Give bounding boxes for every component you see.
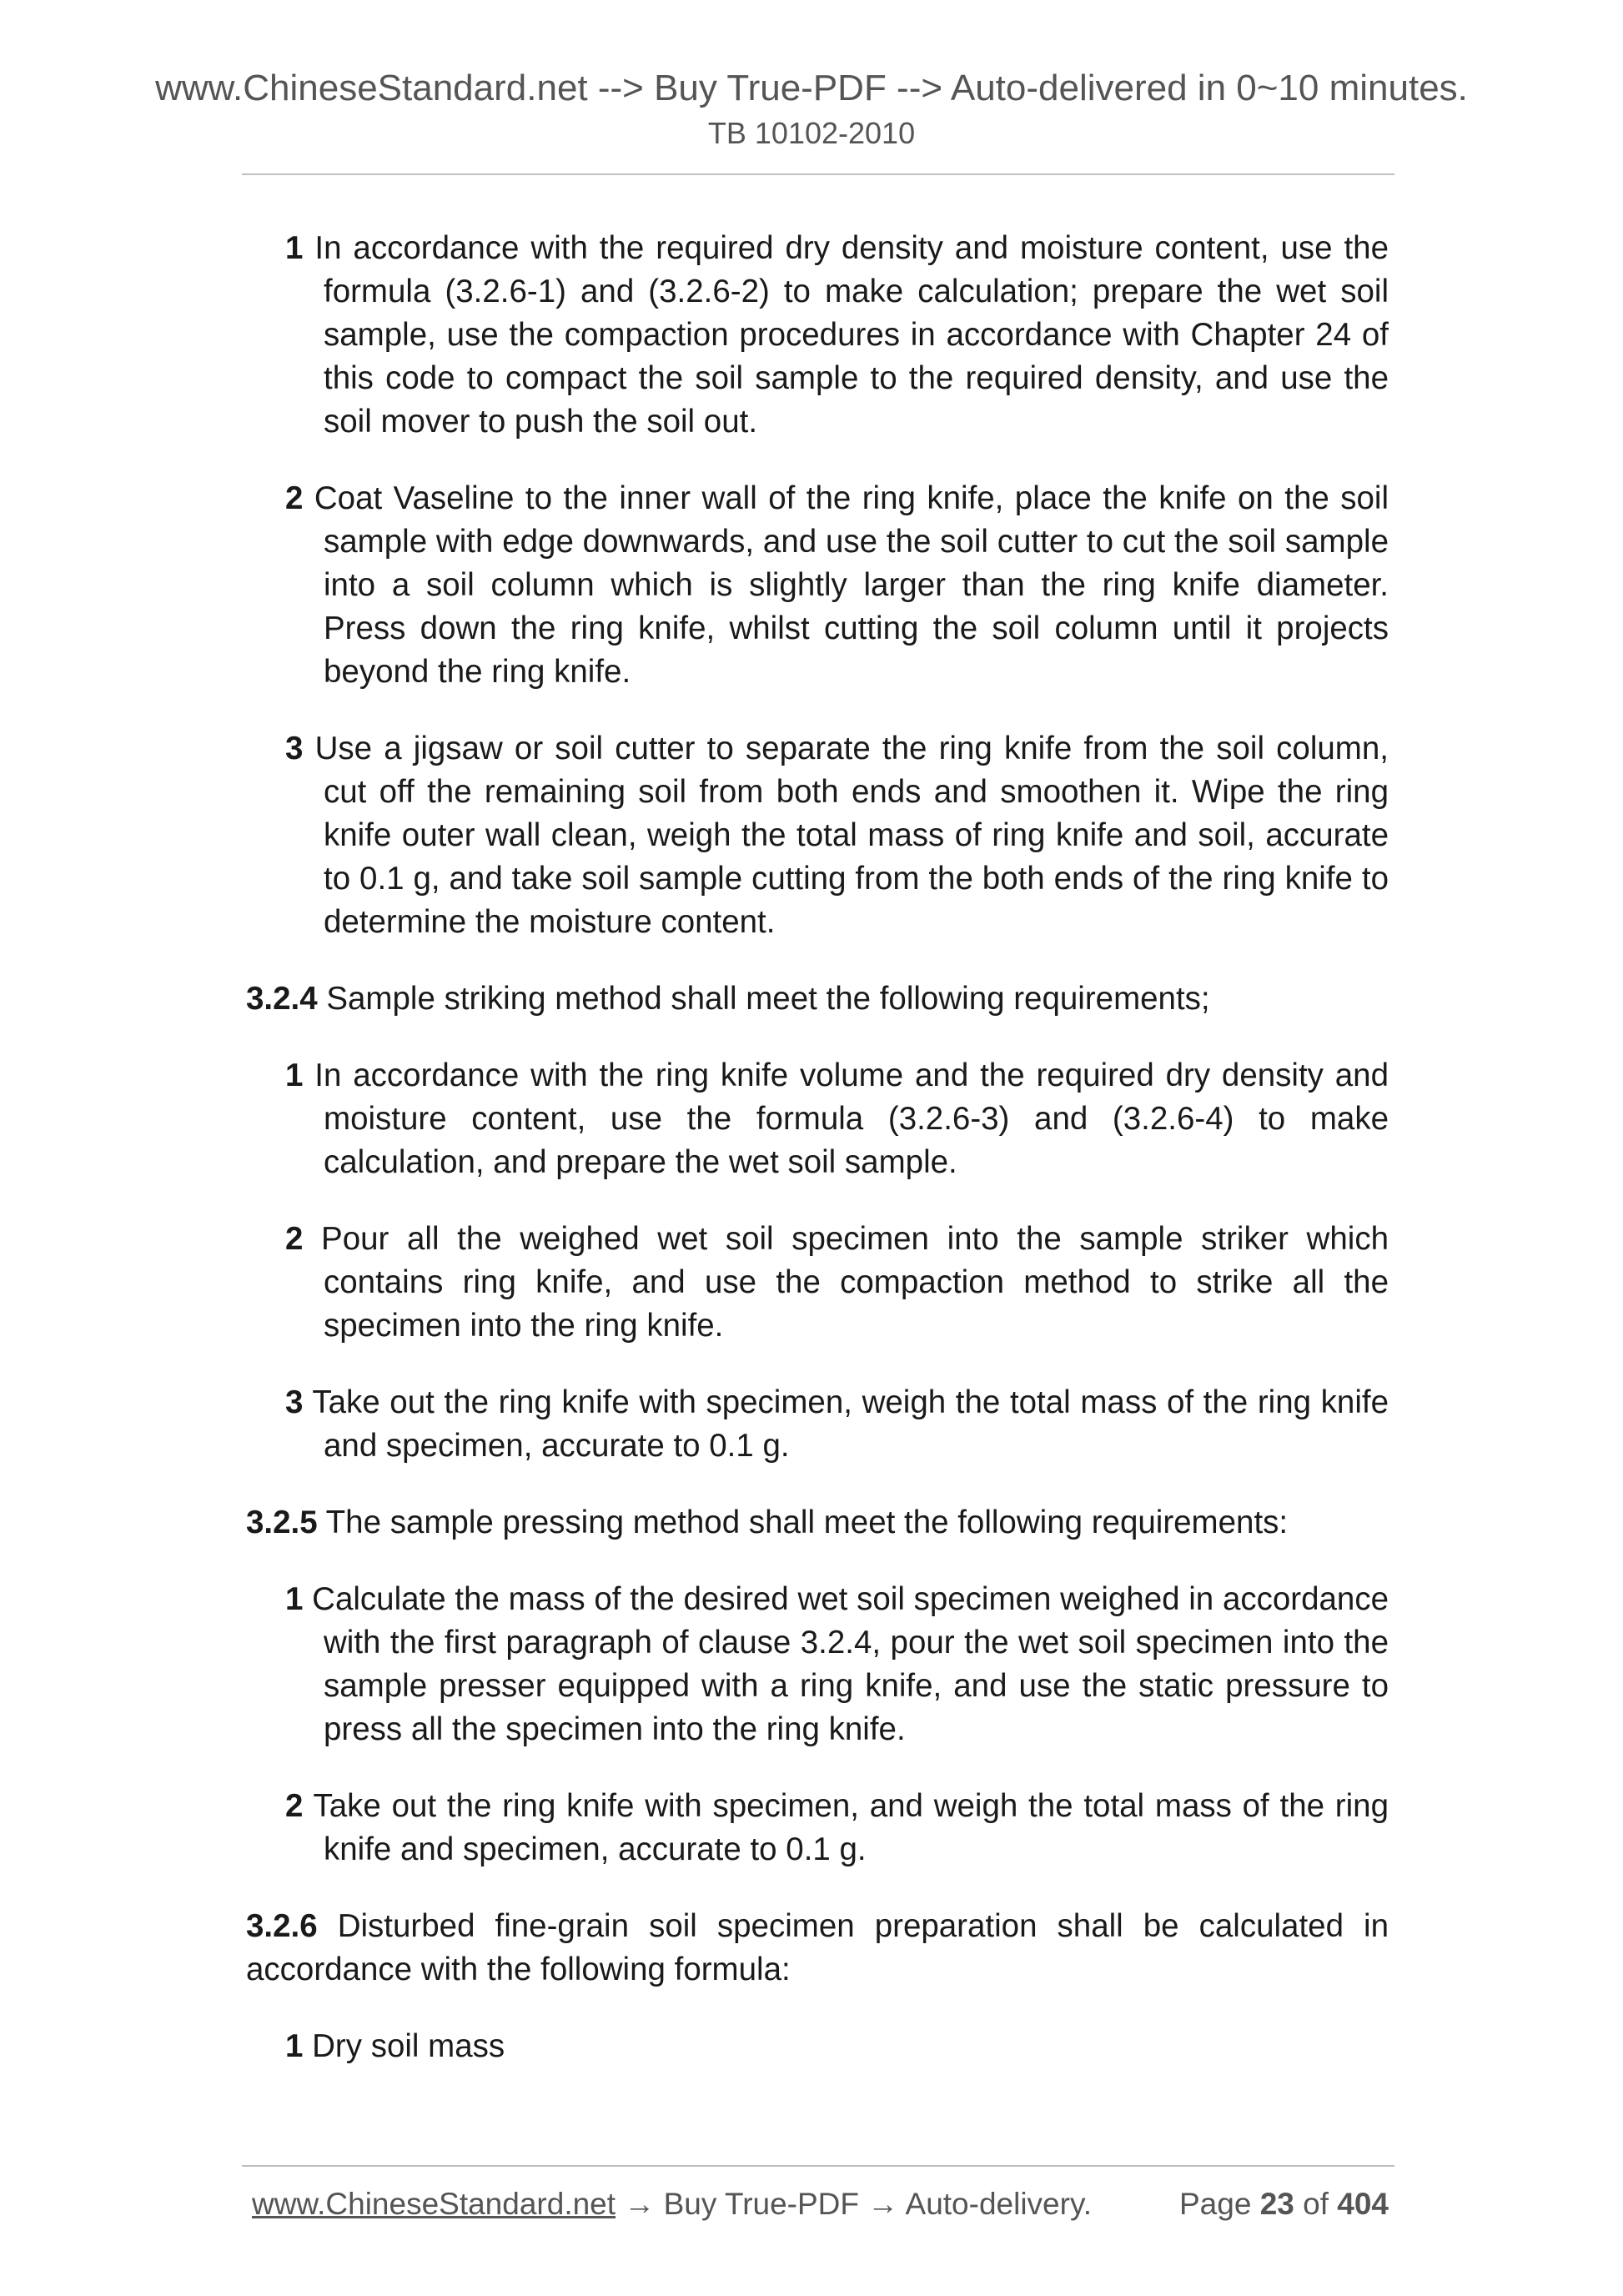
footer-divider <box>242 2165 1394 2167</box>
page-of: of <box>1303 2187 1329 2221</box>
page-label: Page <box>1178 2187 1252 2221</box>
total-pages: 404 <box>1337 2187 1389 2221</box>
page-footer <box>252 2183 1389 2225</box>
list-item <box>246 1218 1389 1348</box>
item-text: Dry soil mass <box>312 2028 505 2064</box>
current-page: 23 <box>1259 2187 1294 2221</box>
footer-promo-text: → Buy True-PDF → Auto-delivery. <box>616 2187 1092 2221</box>
list-item <box>246 227 1389 444</box>
clause <box>246 977 1389 1021</box>
footer-site-link[interactable]: www.ChineseStandard.net <box>252 2187 616 2221</box>
item-number: 2 <box>285 1788 304 1824</box>
standard-code: TB 10102-2010 <box>707 116 916 150</box>
item-text: Use a jigsaw or soil cutter to separate the ring knife from the soil column, cut off the remaining soil from both ends and smoothen it. Wipe the ring knife outer wall clean, weigh the total mass of ring knife and soil, accurate to 0.1 g, and take soil sample cutting from the both ends of the ring knife to determine the moisture content. <box>314 731 1389 940</box>
clause <box>246 1905 1389 1992</box>
item-number: 2 <box>285 1221 304 1257</box>
item-number: 2 <box>285 480 304 516</box>
item-number: 1 <box>285 230 304 266</box>
item-number: 3 <box>285 731 304 766</box>
item-text: In accordance with the required dry density and moisture content, use the formula (3.2.6-1) and (3.2.6-2) to make calculation; prepare the wet soil sample, use the compaction procedures in accordance with Chapter 24 of this code to compact the soil sample to the required density, and use the soil mover to push the soil out. <box>314 230 1389 440</box>
item-number: 3 <box>285 1384 304 1420</box>
header-divider <box>242 173 1394 175</box>
list-item <box>246 1785 1389 1871</box>
footer-promo <box>252 2183 1092 2225</box>
document-body <box>246 227 1389 2102</box>
list-item <box>246 2025 1389 2068</box>
list-item <box>246 1578 1389 1751</box>
clause-text: Disturbed fine-grain soil specimen preparation shall be calculated in accordance with the following formula: <box>246 1908 1389 1987</box>
clause-number: 3.2.6 <box>246 1908 318 1944</box>
item-number: 1 <box>285 2028 304 2064</box>
clause-number: 3.2.4 <box>246 981 318 1017</box>
list-item <box>246 1381 1389 1468</box>
list-item <box>246 477 1389 694</box>
item-number: 1 <box>285 1581 304 1617</box>
clause <box>246 1501 1389 1545</box>
item-number: 1 <box>285 1058 304 1093</box>
header-banner: www.ChineseStandard.net --> Buy True-PDF --> Auto-delivered in 0~10 minutes. <box>155 68 1468 108</box>
item-text: Take out the ring knife with specimen, and weigh the total mass of the ring knife and specimen, accurate to 0.1 g. <box>313 1788 1389 1867</box>
item-text: Pour all the weighed wet soil specimen into the sample striker which contains ring knife, and use the compaction method to strike all the specimen into the ring knife. <box>321 1221 1389 1344</box>
item-text: Coat Vaseline to the inner wall of the ring knife, place the knife on the soil sample with edge downwards, and use the soil cutter to cut the soil sample into a soil column which is slightly larger than the ring knife diameter. Press down the ring knife, whilst cutting the soil column until it projects beyond the ring knife. <box>314 480 1389 690</box>
item-text: Calculate the mass of the desired wet soil specimen weighed in accordance with the first paragraph of clause 3.2.4, pour the wet soil specimen into the sample presser equipped with a ring knife, and use the static pressure to press all the specimen into the ring knife. <box>312 1581 1389 1747</box>
clause-text: Sample striking method shall meet the following requirements; <box>326 981 1210 1017</box>
item-text: In accordance with the ring knife volume and the required dry density and moisture content, use the formula (3.2.6-3) and (3.2.6-4) to make calculation, and prepare the wet soil sample. <box>314 1058 1389 1180</box>
clause-number: 3.2.5 <box>246 1505 318 1540</box>
list-item <box>246 1054 1389 1184</box>
list-item <box>246 727 1389 944</box>
clause-text: The sample pressing method shall meet the following requirements: <box>325 1505 1289 1540</box>
page-number <box>1179 2183 1389 2225</box>
item-text: Take out the ring knife with specimen, weigh the total mass of the ring knife and specimen, accurate to 0.1 g. <box>312 1384 1389 1464</box>
